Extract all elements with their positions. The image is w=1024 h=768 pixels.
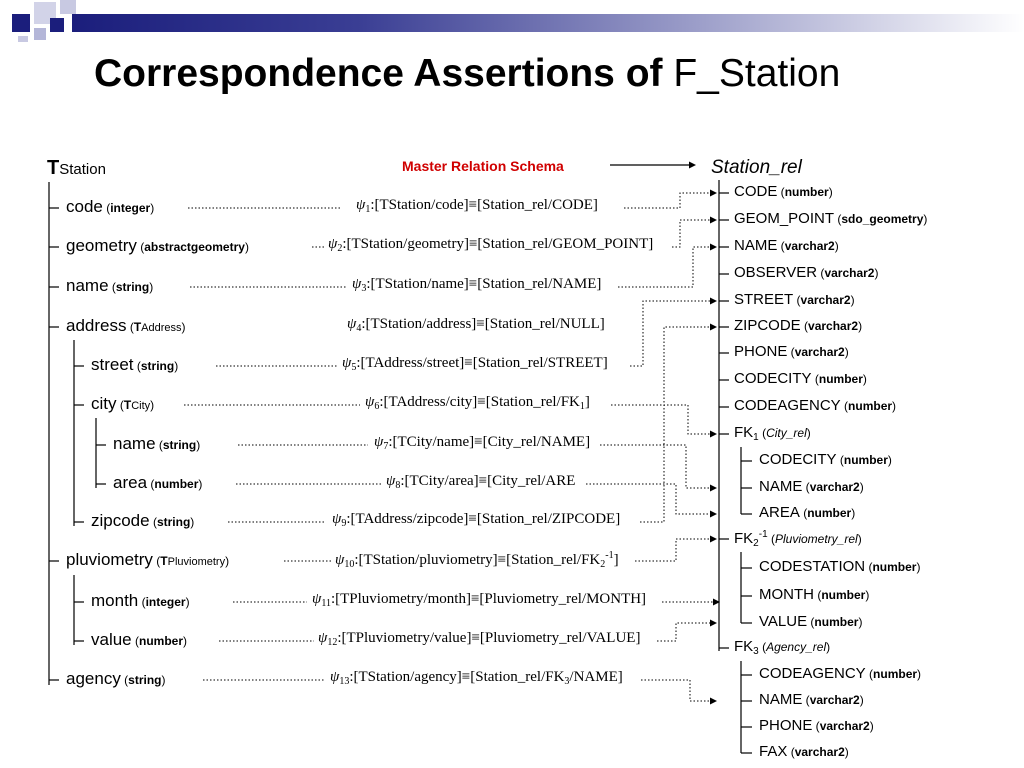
mapping-tail: ] [613,552,619,568]
psi-index: 8 [395,480,401,491]
mapping-tail: /NAME] [569,669,623,685]
target-field [759,479,864,494]
target-field-type: varchar2 [800,293,851,307]
target-field-paren: ) [851,506,856,520]
psi-index: 4 [356,323,362,334]
target-field-paren: ( [767,532,775,546]
mapping-text: :[TStation/geometry]≡[Station_rel/GEOM_POINT] [342,236,654,252]
psi-symbol: ψ [386,473,396,489]
mapping-assertion [335,551,619,570]
source-field-paren: ( [102,201,111,215]
mapping-assertion [356,198,598,215]
psi-index: 13 [339,676,350,687]
target-field-paren: ) [858,615,863,629]
target-field-name: GEOM_POINT [734,210,835,227]
source-field-name: name [66,276,109,295]
source-field [91,512,194,529]
target-field-paren: ) [923,212,928,226]
source-field [66,551,229,568]
psi-index: 9 [341,518,347,529]
psi-index: 2 [337,243,343,254]
target-field-name: FK [734,424,754,441]
target-field [734,371,867,386]
target-field-type: number [821,588,866,602]
mapping-text: :[TAddress/street]≡[Station_rel/STREET] [356,355,608,371]
target-field-type: number [814,615,859,629]
target-field-paren: ( [758,426,767,440]
target-field-name: CODECITY [734,370,812,387]
target-field [759,505,855,520]
target-field-paren: ( [802,480,810,494]
target-field-paren: ) [874,266,879,280]
connector-arrow-head [710,698,717,705]
source-field-type: string [128,673,162,687]
title-bold: Correspondence Assertions of [94,52,663,95]
target-field-paren: ) [806,426,811,440]
mapping-connector [672,220,710,247]
target-field-name: VALUE [759,613,808,630]
psi-symbol: ψ [365,394,375,410]
target-field-type: Pluviometry_rel [774,532,858,546]
source-field [91,631,187,648]
target-field-name: CODEAGENCY [734,397,841,414]
target-field-paren: ( [834,212,842,226]
target-field-subscript: 1 [753,432,759,443]
target-field-type: varchar2 [784,239,835,253]
source-field-paren: ) [196,438,201,452]
target-field [734,292,855,307]
target-field-type: varchar2 [794,745,845,759]
source-field-paren: ) [181,320,186,334]
target-field-subscript: 3 [753,646,759,657]
psi-index: 6 [374,401,380,412]
target-field-name: ZIPCODE [734,317,801,334]
psi-index: 1 [365,204,371,215]
target-field [734,530,862,549]
target-field-paren: ) [828,185,833,199]
target-field [759,666,921,681]
source-field [91,356,178,373]
target-field-paren: ) [916,560,921,574]
mapping-text: :[TAddress/city]≡[Station_rel/FK [379,394,580,410]
source-field-paren: ) [174,359,179,373]
source-field [66,237,249,254]
target-field-paren: ) [869,719,874,733]
target-field-type: varchar2 [819,719,870,733]
target-field-paren: ( [817,266,825,280]
source-field-type: string [140,359,175,373]
target-field-type: varchar2 [824,266,875,280]
mapping-text: :[TStation/pluviometry]≡[Station_rel/FK [354,552,601,568]
source-field-type-letter: T [123,398,132,412]
target-field-paren: ( [799,506,808,520]
target-field-name: PHONE [759,717,813,734]
target-field-name: NAME [759,691,803,708]
target-field-name: CODECITY [759,451,837,468]
psi-index: 10 [344,559,355,570]
source-field-paren: ) [190,515,195,529]
source-field-type: string [156,515,191,529]
mapping-text: :[TStation/name]≡[Station_rel/NAME] [366,276,602,292]
mapping-connector [641,680,710,701]
target-field [734,425,811,443]
psi-symbol: ψ [328,236,338,252]
psi-symbol: ψ [342,355,352,371]
mapping-connector [635,539,710,561]
source-field-paren: ) [150,398,155,412]
target-field-paren: ( [840,399,849,413]
psi-symbol: ψ [347,316,357,332]
target-field-paren: ( [865,560,873,574]
target-field [734,211,927,226]
target-field-name: FK [734,530,754,547]
target-field [734,639,830,657]
source-field-type: integer [110,201,151,215]
connector-arrow-head [710,485,717,492]
mapping-superscript: -1 [605,550,614,561]
target-field-paren: ( [807,615,815,629]
mapping-text: :[TStation/address]≡[Station_rel/NULL] [361,316,605,332]
mapping-assertion [386,474,575,491]
mapping-text: :[TAddress/zipcode]≡[Station_rel/ZIPCODE] [346,511,621,527]
target-field-type: number [873,667,918,681]
target-field-paren: ( [802,693,810,707]
target-field [759,587,869,602]
target-field-type: number [843,453,888,467]
connector-arrow-head [710,298,717,305]
mapping-text: :[TPluviometry/month]≡[Pluviometry_rel/MONTH] [330,591,647,607]
connector-arrow-head [710,190,717,197]
source-field-name: code [66,197,103,216]
target-field-name: NAME [759,478,803,495]
target-field-superscript: -1 [758,529,768,540]
target-field-paren: ( [814,588,822,602]
psi-index: 11 [321,598,331,609]
target-field-name: CODE [734,183,778,200]
source-field [66,198,154,215]
mapping-text: :[TCity/name]≡[City_rel/NAME] [388,434,591,450]
source-field-name: street [91,355,134,374]
mapping-connector [657,623,710,641]
target-field-name: OBSERVER [734,264,818,281]
target-field-paren: ( [811,372,819,386]
source-field-name: pluviometry [66,550,153,569]
source-field-paren: ) [198,477,203,491]
source-field-paren: ( [108,280,116,294]
mapping-text: :[TStation/code]≡[Station_rel/CODE] [370,197,598,213]
source-root-letter: T [47,157,60,179]
source-field-name: city [91,394,117,413]
source-field-type-letter: T [133,320,142,334]
target-field-type: number [818,372,863,386]
target-field-type: number [807,506,852,520]
source-field-type: number [138,634,183,648]
target-field [734,398,896,413]
source-field-paren: ( [116,398,124,412]
source-field-paren: ) [183,634,187,648]
target-field-paren: ( [777,185,785,199]
source-root [47,157,106,180]
target-field-paren: ) [844,345,849,359]
target-field-paren: ) [892,399,897,413]
source-field-paren: ( [152,554,161,568]
target-field-name: MONTH [759,586,814,603]
source-field-paren: ( [149,515,157,529]
connector-arrow-head [710,511,717,518]
source-field-name: agency [66,669,121,688]
mapping-assertion [347,317,605,334]
target-field-paren: ( [812,719,820,733]
mapping-connector [640,327,710,522]
psi-index: 12 [327,637,338,648]
target-field [759,452,892,467]
source-field-name: name [113,434,156,453]
target-field-type: number [848,399,893,413]
mapping-connector [624,193,710,208]
target-field-type: varchar2 [809,480,860,494]
target-field-type: City_rel [766,426,807,440]
source-field [113,435,200,452]
source-field [66,670,166,687]
target-field [734,344,849,359]
target-field [734,238,839,253]
mapping-assertion [352,277,601,294]
psi-index: 5 [351,362,357,373]
target-field-paren: ( [865,667,874,681]
connector-arrow-head [710,244,717,251]
mapping-assertion [318,631,640,648]
source-field-name: geometry [66,236,137,255]
source-field-name: month [91,591,139,610]
target-field-paren: ) [850,293,855,307]
master-relation-label: Master Relation Schema [402,158,564,174]
target-field-paren: ) [826,640,831,654]
mapping-assertion [342,356,608,373]
target-field [759,744,849,759]
target-field-type: number [784,185,829,199]
source-field [113,474,202,491]
source-field-paren: ( [131,634,139,648]
target-field-type: Agency_rel [766,640,827,654]
connector-arrow-head [710,217,717,224]
source-field-type-name: Address [141,322,182,334]
source-field-type: number [154,477,199,491]
source-field-name: value [91,630,132,649]
mapping-assertion [332,512,620,529]
target-field-paren: ( [787,745,795,759]
source-field [91,395,154,412]
source-field-type-name: Pluviometry [167,556,226,568]
target-field [734,318,862,333]
target-field-paren: ) [834,239,839,253]
source-field-paren: ) [185,595,190,609]
psi-symbol: ψ [318,630,328,646]
mapping-connector [600,445,710,488]
source-field [91,592,190,609]
target-field-paren: ) [859,480,864,494]
target-field-paren: ) [865,588,870,602]
source-field-paren: ) [149,280,154,294]
mapping-tail: ] [584,394,590,410]
psi-symbol: ψ [356,197,366,213]
target-field-name: FAX [759,743,788,760]
source-field-paren: ( [126,320,134,334]
target-field [759,614,862,629]
source-field-paren: ( [120,673,129,687]
source-field-name: zipcode [91,511,150,530]
source-field-name: address [66,316,127,335]
target-field-name: PHONE [734,343,788,360]
source-field-paren: ) [161,673,166,687]
source-field-paren: ( [133,359,141,373]
target-field [734,265,878,280]
title-normal: F_Station [673,52,841,95]
target-field-type: sdo_geometry [841,212,924,226]
target-field-name: CODESTATION [759,558,866,575]
source-field-name: area [113,473,148,492]
target-field [759,692,864,707]
target-field-paren: ( [793,293,801,307]
source-field-paren: ) [225,554,230,568]
target-field-subscript: 2 [753,538,759,549]
source-field-paren: ( [155,438,163,452]
mapping-text: :[TStation/agency]≡[Station_rel/FK [349,669,565,685]
target-field-paren: ) [917,667,922,681]
target-field-name: NAME [734,237,778,254]
target-field-paren: ) [859,693,864,707]
source-field-type: abstractgeometry [144,240,245,254]
connector-arrow-head [710,324,717,331]
source-field [66,317,186,334]
source-field [66,277,153,294]
source-field-paren: ) [244,240,249,254]
target-field-name: STREET [734,291,794,308]
psi-symbol: ψ [330,669,340,685]
target-field-paren: ) [862,372,867,386]
psi-symbol: ψ [374,434,384,450]
target-field-paren: ) [858,319,863,333]
mapping-text: :[TPluviometry/value]≡[Pluviometry_rel/VALUE] [337,630,641,646]
target-field [759,718,874,733]
target-field-paren: ( [758,640,767,654]
target-title: Station_rel [711,157,802,178]
connector-arrow-head [710,536,717,543]
source-field-type-letter: T [160,554,168,568]
target-field-paren: ( [787,345,795,359]
target-field-type: varchar2 [808,319,859,333]
target-field-paren: ) [857,532,862,546]
target-field-type: varchar2 [794,345,845,359]
mapping-subscript: 2 [600,559,606,570]
source-field-paren: ) [150,201,155,215]
source-field-paren: ( [147,477,155,491]
target-field-paren: ) [887,453,892,467]
target-field-paren: ( [800,319,809,333]
mapping-assertion [365,395,590,412]
psi-index: 3 [361,283,367,294]
target-field-name: FK [734,638,754,655]
target-field [734,184,833,199]
mapping-subscript: 1 [579,401,585,412]
psi-symbol: ψ [352,276,362,292]
connector-arrow-head [710,620,717,627]
target-field-paren: ) [844,745,849,759]
psi-symbol: ψ [312,591,322,607]
source-field-type: string [162,438,197,452]
mapping-text: :[TCity/area]≡[City_rel/ARE [400,473,576,489]
psi-index: 7 [383,441,389,452]
target-field-paren: ( [836,453,844,467]
psi-symbol: ψ [332,511,342,527]
mapping-assertion [328,237,653,254]
target-field-name: AREA [759,504,800,521]
psi-symbol: ψ [335,552,345,568]
mapping-connector [630,301,710,366]
source-field-type: string [115,280,150,294]
mapping-assertion [330,670,623,687]
source-field-paren: ( [138,595,146,609]
source-root-name: Station [59,161,106,178]
mapping-subscript: 3 [564,676,570,687]
mapping-assertion [312,592,646,609]
target-field-type: number [872,560,917,574]
mapping-connector [611,405,710,434]
mapping-assertion [374,435,590,452]
source-field-paren: ( [136,240,145,254]
target-field-type: varchar2 [809,693,860,707]
target-field-paren: ( [777,239,785,253]
source-field-type: integer [145,595,186,609]
connector-arrow-head [710,431,717,438]
target-field-name: CODEAGENCY [759,665,866,682]
target-field [759,559,920,574]
source-field-type-name: City [131,400,151,412]
master-arrow-head [689,162,696,169]
